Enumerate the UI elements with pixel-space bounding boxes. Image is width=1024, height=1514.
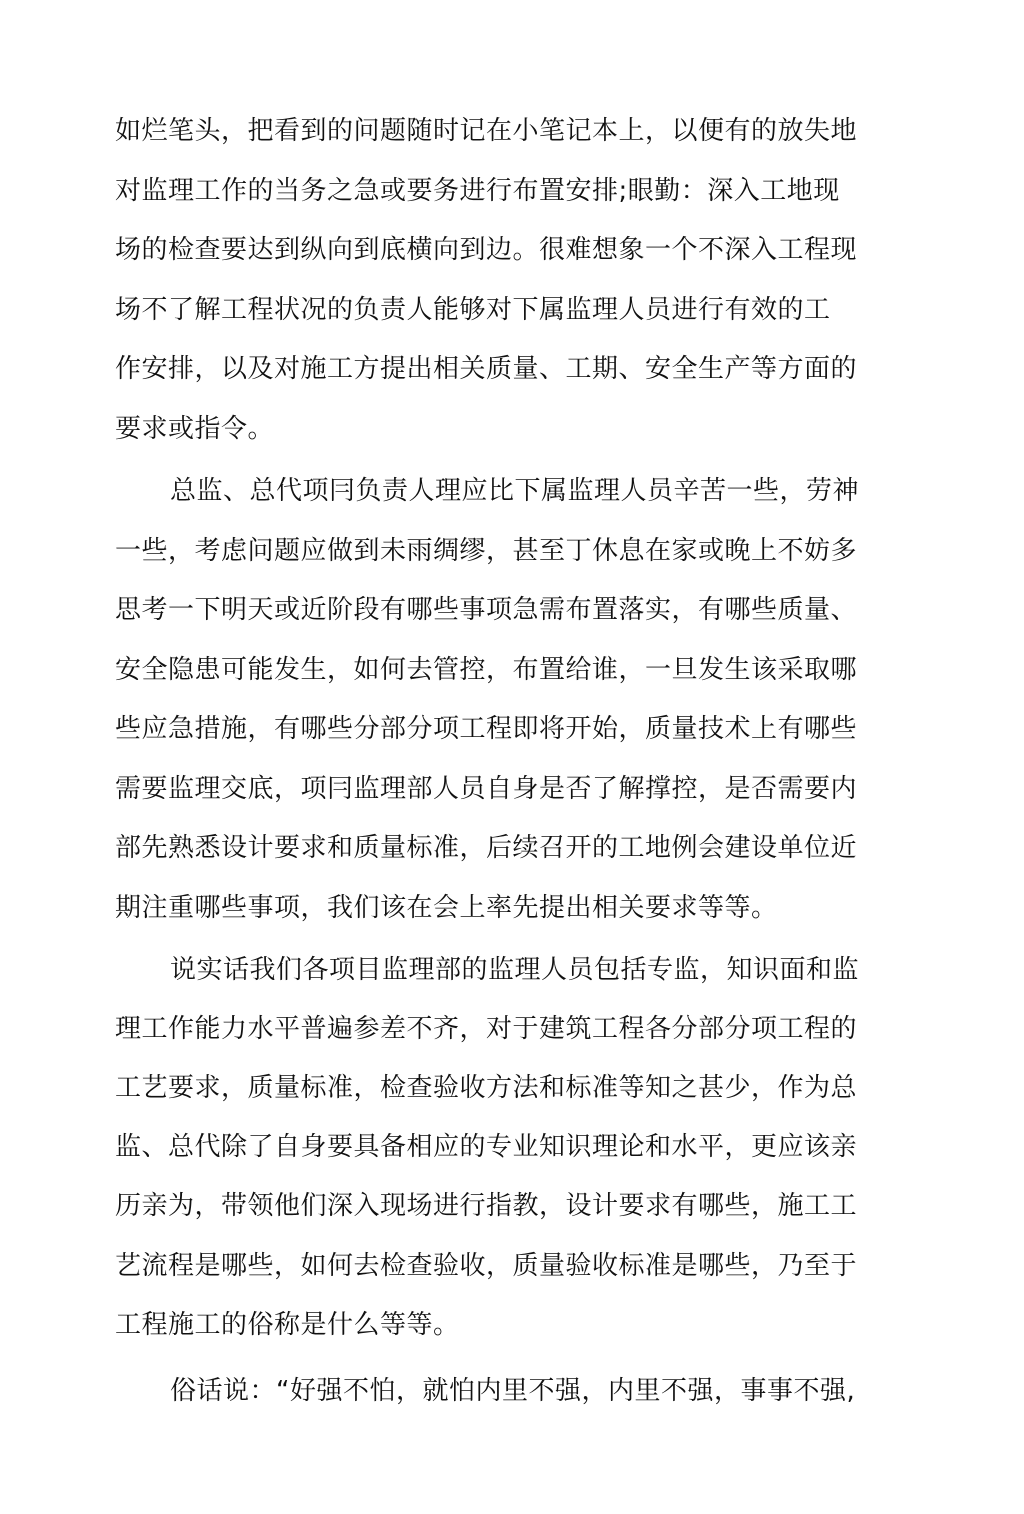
text-line: 监、总代除了自身要具备相应的专业知识理论和水平，更应该亲: [115, 1132, 858, 1162]
text-line: 场的检查要达到纵向到底横向到边。很难想象一个不深入工程现: [115, 235, 858, 265]
text-line: 期注重哪些事项，我们该在会上率先提出相关要求等等。: [115, 893, 778, 923]
text-line: 作安排，以及对施工方提出相关质量、工期、安全生产等方面的: [115, 354, 858, 384]
text-line: 部先熟悉设计要求和质量标准，后续召开的工地例会建设单位近: [115, 833, 858, 863]
text-line: 场不了解工程状况的负责人能够对下属监理人员进行有效的工: [115, 295, 831, 325]
text-line: 如烂笔头，把看到的问题随时记在小笔记本上，以便有的放失地: [115, 116, 858, 146]
text-line: 对监理工作的当务之急或要务进行布置安排;眼勤：深入工地现: [115, 176, 840, 206]
text-line: 安全隐患可能发生，如何去管控，布置给谁，一旦发生该采取哪: [115, 655, 858, 685]
text-line: 历亲为，带领他们深入现场进行指教，设计要求有哪些，施工工: [115, 1191, 858, 1221]
text-line: 一些，考虑问题应做到未雨绸缪，甚至丁休息在家或晚上不妨多: [115, 536, 858, 566]
text-line: 理工作能力水平普遍参差不齐，对于建筑工程各分部分项工程的: [115, 1014, 858, 1044]
text-line: 需要监理交底，项冃监理部人员自身是否了解撑控，是否需要内: [115, 774, 858, 804]
text-line: 工艺要求，质量标准，检查验收方法和标准等知之甚少，作为总: [115, 1073, 858, 1103]
paragraph-first-line: 俗话说：“好强不怕，就怕内里不强，内里不强，事事不强,: [170, 1376, 856, 1406]
paragraph-first-line: 总监、总代项冃负责人理应比下属监理人员辛苦一些，劳神: [170, 476, 860, 506]
text-line: 些应急措施，有哪些分部分项工程即将开始，质量技术上有哪些: [115, 714, 858, 744]
text-line: 要求或指令。: [115, 414, 275, 444]
text-line: 思考一下明天或近阶段有哪些事项急需布置落实，有哪些质量、: [115, 595, 858, 625]
text-line: 艺流程是哪些，如何去检查验收，质量验收标准是哪些，乃至于: [115, 1251, 858, 1281]
text-line: 工程施工的俗称是什么等等。: [115, 1310, 460, 1340]
paragraph-first-line: 说实话我们各项目监理部的监理人员包括专监，知识面和监: [170, 955, 860, 985]
